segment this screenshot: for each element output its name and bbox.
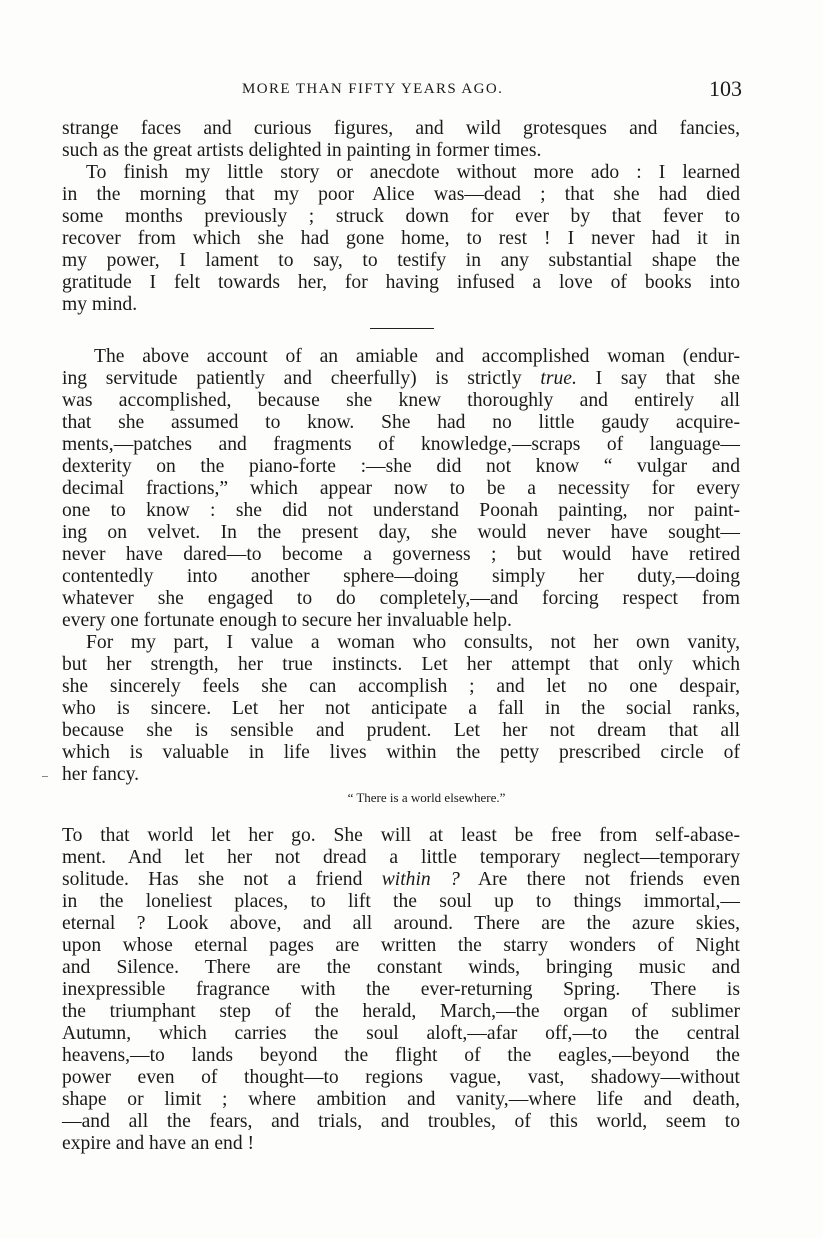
text-line: expire and have an end ! (62, 1133, 255, 1154)
text-line: but her strength, her true instincts. Let her attempt that only which (62, 654, 740, 675)
text-line: one to know : she did not understand Poonah painting, nor paint- (62, 500, 740, 521)
epigraph-quote: “ There is a world elsewhere.” (347, 790, 506, 805)
page-number: 103 (709, 76, 742, 101)
text-line: she sincerely feels she can accomplish ; and let no one despair, (62, 676, 740, 697)
text-line: ing servitude patiently and cheerfully) is strictly true. I say that she (62, 368, 740, 389)
margin-mark (42, 776, 48, 777)
section-divider (370, 328, 434, 329)
text-line: decimal fractions,” which appear now to be a necessity for every (62, 478, 740, 499)
text-line: which is valuable in life lives within the petty prescribed circle of (62, 742, 740, 763)
text-line: every one fortunate enough to secure her invaluable help. (62, 610, 512, 631)
text-line: eternal ? Look above, and all around. There are the azure skies, (62, 913, 740, 934)
text-line: power even of thought—to regions vague, vast, shadowy—without (62, 1067, 740, 1088)
running-title: MORE THAN FIFTY YEARS AGO. (242, 81, 504, 97)
text-line: inexpressible fragrance with the ever-returning Spring. There is (62, 979, 740, 1000)
text-line: never have dared—to become a governess ; but would have retired (62, 544, 740, 565)
text-line: strange faces and curious figures, and wild grotesques and fancies, (62, 118, 740, 139)
text-line: Autumn, which carries the soul aloft,—afar off,—to the central (62, 1023, 740, 1044)
text-line: contentedly into another sphere—doing simply her duty,—doing (62, 566, 740, 587)
text-line: her fancy. (62, 764, 140, 785)
text-line: To finish my little story or anecdote without more ado : I learned (86, 162, 740, 183)
paragraph-block-2 (62, 346, 740, 786)
text-line: ments,—patches and fragments of knowledge,—scraps of language— (62, 434, 740, 455)
text-line: ment. And let her not dread a little temporary neglect—temporary (62, 847, 740, 868)
text-line: dexterity on the piano-forte :—she did not know “ vulgar and (62, 456, 740, 477)
text-line: in the morning that my poor Alice was—dead ; that she had died (62, 184, 740, 205)
text-line: ing on velvet. In the present day, she would never have sought— (62, 522, 740, 543)
text-line: For my part, I value a woman who consults, not her own vanity, (86, 632, 740, 653)
text-line: whatever she engaged to do completely,—and forcing respect from (62, 588, 740, 609)
text-line: and Silence. There are the constant winds, bringing music and (62, 957, 740, 978)
text-line: shape or limit ; where ambition and vanity,—where life and death, (62, 1089, 740, 1110)
text-line: recover from which she had gone home, to rest ! I never had it in (62, 228, 740, 249)
text-line: The above account of an amiable and accomplished woman (endur- (94, 346, 740, 367)
text-line: because she is sensible and prudent. Let her not dream that all (62, 720, 740, 741)
text-line: solitude. Has she not a friend within ? Are there not friends even (62, 869, 740, 890)
text-line: To that world let her go. She will at least be free from self-abase- (62, 825, 740, 846)
text-line: upon whose eternal pages are written the starry wonders of Night (62, 935, 740, 956)
page-header (62, 78, 742, 104)
text-line: my mind. (62, 294, 138, 315)
text-line: —and all the fears, and trials, and troubles, of this world, seem to (62, 1111, 740, 1132)
text-line: gratitude I felt towards her, for having infused a love of books into (62, 272, 740, 293)
paragraph-block-3 (62, 825, 740, 1155)
text-line: was accomplished, because she knew thoroughly and entirely all (62, 390, 740, 411)
paragraph-block-1 (62, 118, 740, 316)
text-line: who is sincere. Let her not anticipate a fall in the social ranks, (62, 698, 740, 719)
text-line: that she assumed to know. She had no little gaudy acquire- (62, 412, 740, 433)
text-line: the triumphant step of the herald, March,—the organ of sublimer (62, 1001, 740, 1022)
text-line: heavens,—to lands beyond the flight of the eagles,—beyond the (62, 1045, 740, 1066)
text-line: my power, I lament to say, to testify in any substantial shape the (62, 250, 740, 271)
text-line: such as the great artists delighted in painting in former times. (62, 140, 542, 161)
text-line: some months previously ; struck down for ever by that fever to (62, 206, 740, 227)
text-line: in the loneliest places, to lift the soul up to things immortal,— (62, 891, 740, 912)
